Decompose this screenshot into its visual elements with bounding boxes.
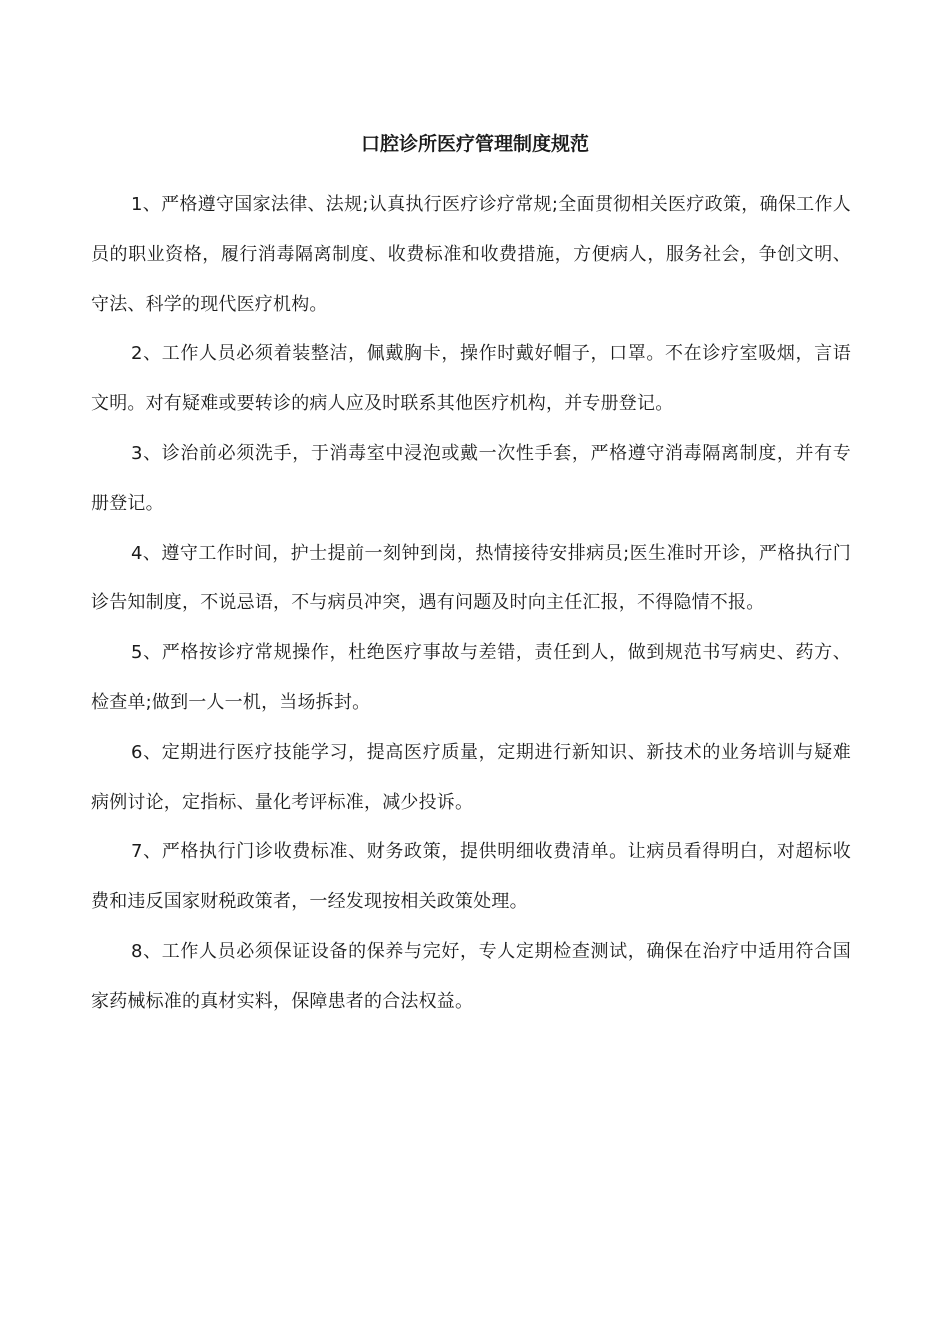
paragraph-2: 2、工作人员必须着装整洁，佩戴胸卡，操作时戴好帽子，口罩。不在诊疗室吸烟，言语文明。对有疑难或要转诊的病人应及时联系其他医疗机构，并专册登记。: [91, 343, 851, 415]
paragraph-3: 3、诊治前必须洗手，于消毒室中浸泡或戴一次性手套，严格遵守消毒隔离制度，并有专册登记。: [91, 442, 851, 514]
paragraph-1: 1、严格遵守国家法律、法规;认真执行医疗诊疗常规;全面贯彻相关医疗政策，确保工作人员的职业资格，履行消毒隔离制度、收费标准和收费措施，方便病人，服务社会，争创文明、守法、科学的现代医疗机构。: [91, 194, 851, 315]
document-body: [91, 180, 851, 1027]
paragraph-5: 5、严格按诊疗常规操作，杜绝医疗事故与差错，责任到人，做到规范书写病史、药方、检查单;做到一人一机，当场拆封。: [91, 642, 851, 713]
paragraph-6: 6、定期进行医疗技能学习，提高医疗质量，定期进行新知识、新技术的业务培训与疑难病例讨论，定指标、量化考评标准，减少投诉。: [91, 741, 851, 813]
paragraph-4: 4、遵守工作时间，护士提前一刻钟到岗，热情接待安排病员;医生准时开诊，严格执行门诊告知制度，不说忌语，不与病员冲突，遇有问题及时向主任汇报，不得隐情不报。: [91, 542, 851, 614]
document-title: 口腔诊所医疗管理制度规范: [360, 133, 589, 155]
paragraph-8: 8、工作人员必须保证设备的保养与完好，专人定期检查测试，确保在治疗中适用符合国家药械标准的真材实料，保障患者的合法权益。: [91, 940, 851, 1012]
paragraph-7: 7、严格执行门诊收费标准、财务政策，提供明细收费清单。让病员看得明白，对超标收费和违反国家财税政策者，一经发现按相关政策处理。: [91, 841, 851, 913]
